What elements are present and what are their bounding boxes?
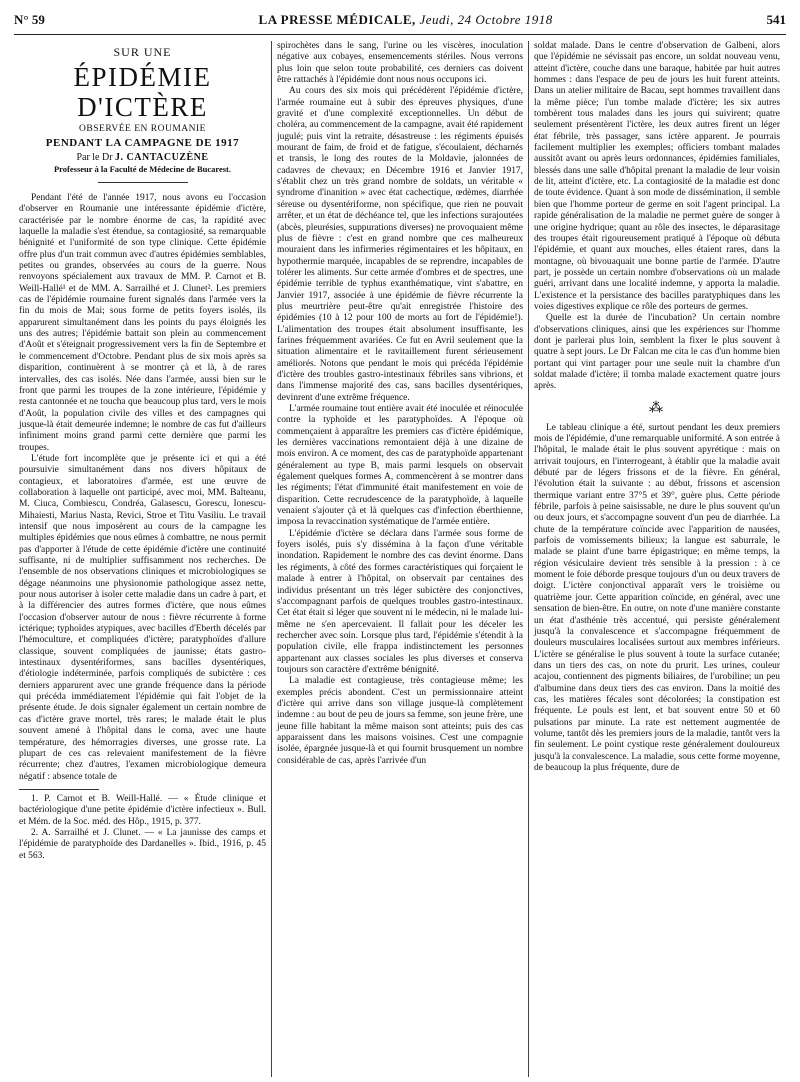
column-3 [528,41,785,1077]
author-prefix: Par le Dr [76,152,113,163]
footnote: 2. A. Sarrailhé et J. Clunet. — « La jaunisse des camps et l'épidémie de paratyphoïde des Dardanelles ». Ibid., 1916, p. 45 et 563. [19,827,266,861]
author-name: J. CANTACUZÈNE [115,152,209,163]
issue-number: N° 59 [14,12,45,27]
issue-date: Jeudi, 24 Octobre 1918 [419,12,553,27]
heading-rule [98,182,188,183]
article-author [19,152,266,163]
paragraph: Le tableau clinique a été, surtout pendant les deux premiers mois de l'épidémie, d'une remarquable uniformité. A son entrée à l'hôpital, le malade était le plus souvent apyrétique : mais on arrivait toujours, en l'interrogeant, à établir que la maladie avait débuté par de légers frissons et de la fièvre. En général, l'évolution était la suivante : au début, frissons et ascension thermique variant entre 37°5 et 39°, guère plus. Cette période fébrile, parfois à peine saisissable, ne dure le plus souvent qu'un ou deux jours, et s'accompagne souvent d'un peu de diarrhée. La chute de la température coïncide avec l'apparition de nausées, parfois de vomissements bilieux; la langue est saburrale, le malade se plaint d'une barre épigastrique; en même temps, la région vésiculaire devient très sensible à la pression : à ce moment le foie déborde presque toujours d'un ou deux travers de doigt. L'ictère conjonctival apparaît vers le troisième ou quatrième jour. Cette apparition coïncide, en général, avec une sensation de bien-être. En outre, on note d'une manière constante un état d'asthénie très accentué, qui persiste généralement jusqu'à la convalescence et s'accompagne fréquemment de douleurs musculaires localisées surtout aux membres inférieurs. L'ictère se généralise le plus souvent à toute la surface cutanée; dans un tiers des cas, on note du prurit. Les urines, couleur acajou, contiennent des pigments biliaires, de l'urobiline; un peu d'albumine dans deux tiers des cas environ. Dans la moitié des cas, les matières fécales sont décolorées; la constipation est fréquente. Le pouls est lent, et bat souvent entre 50 et 60 pulsations par minute. La rate est nettement augmentée de volume, tantôt dès les premiers jours de la maladie, tantôt vers la fin seulement. Le point cystique reste généralement douloureux jusqu'à la convalescence. La maladie, sous cette forme moyenne, de beaucoup la plus fréquente, dure de [534,422,780,773]
paragraph: spirochètes dans le sang, l'urine ou les viscères, inoculation négative aux cobayes, ensemencements stériles. Nous verrons plus loin que selon toute probabilité, ces derniers cas doivent être rattachés à l'épidémie dont nous nous occupons ici. [277,41,523,86]
paragraph: L'épidémie d'ictère se déclara dans l'armée sous forme de foyers isolés, puis s'y dissémina à la façon d'une véritable inondation. Rapidement le nombre des cas devint énorme. Dans les régiments, à côté des formes caractéristiques qui forçaient le malade à entrer à l'hôpital, on observait par centaines des individus présentant un très léger subictère des conjonctives, s'accompagnant parfois de quelques troubles gastro-intestinaux. Cet état était si léger que souvent ni le médecin, ni le malade lui-même ne s'en apercevaient. Il fallait pour les déceler les rechercher avec soin. Lorsque plus tard, l'épidémie s'étendit à la population civile, elle frappa indistinctement les personnes appartenant aux classes sociales les plus diverses et conserva toujours son caractère d'extrême bénignité. [277,528,523,675]
columns [14,41,786,1077]
article-heading [19,45,266,174]
header-rule [14,34,786,35]
article-kicker: SUR UNE [113,45,172,59]
paragraph: La maladie est contagieuse, très contagieuse même; les exemples précis abondent. C'est un permissionnaire atteint d'ictère qui arrive dans son village jusque-là complètement indemne : au bout de peu de jours sa femme, son jeune frère, une jeune fille habitant la même maison sont atteints; puis des cas apparaissent dans les maisons voisines. C'est une compagnie isolée, épargnée jusque-là et qui fournit brusquement un nombre considérable de cas, après l'arrivée d'un [277,676,523,766]
paragraph: Au cours des six mois qui précédèrent l'épidémie d'ictère, l'armée roumaine eut à subir des épreuves physiques, d'une gravité et d'une complexité exceptionnelles. Un début de choléra, au commencement de la campagne, avait été rapidement jugulé; puis vint la retraite, désastreuse : les régiments épuisés mourant de faim, de froid et de fatigue, s'écoulaient, décharnés et transis, le long des routes de la Moldavie, jalonnées de cadavres de chevaux; en Décembre 1916 et Janvier 1917, s'établit chez un très grand nombre de soldats, un véritable « syndrome d'inanition » avec état cachectique, œdèmes, diarrhée séreuse ou dysentériforme, non spécifique, que rien ne pouvait arrêter, et un état de déchéance tel, que les infections surajoutées (abcès, pleurésies, suppurations diverses) ne provoquaient même plus de fièvre : c'est en grand nombre que ces malheureux mouraient dans les infirmeries régimentaires et les hôpitaux, en hypothermie marquée, incapables de se reprendre, incapables de tolérer les aliments. Sur cette armée d'ombres et de spectres, une épidémie terrible de typhus exanthématique, vint s'abattre, en Janvier 1917, associée à une épidémie de fièvre récurrente la plus meurtrière peut-être qu'ait enregistrée l'histoire des épidémies (10 à 12 pour 100 de morts au fort de l'épidémie!). L'alimentation des troupes était absolument insuffisante, les farines fréquemment avariées. Ce fut en Avril seulement que la situation alimentaire et le ravitaillement furent sérieusement améliorés. Notons que pendant le mois qui précéda l'épidémie d'ictère des troubles gastro-intestinaux fébriles sans vibrions, et dans l'immense majorité des cas, sans bacilles dysentériques, devinrent d'une extrême fréquence. [277,86,523,403]
journal-name: LA PRESSE MÉDICALE, [258,12,416,27]
running-header [14,12,786,34]
article-title: ÉPIDÉMIE D'ICTÈRE [73,62,212,122]
article-subtitle-2: PENDANT LA CAMPAGNE DE 1917 [45,137,240,149]
paragraph: Pendant l'été de l'année 1917, nous avons eu l'occasion d'observer en Roumanie une intéressante épidémie d'ictère, caractérisée par le nombre énorme de cas, la rapidité avec laquelle la maladie s'est étendue, sa contagiosité, sa remarquable bénignité et l'uniformité de son type clinique. Cette épidémie offre plus d'un trait commun avec d'autres épidémies semblables, petites ou grandes, observées au cours de la guerre. Nous renvoyons spécialement aux travaux de MM. P. Carnot et B. Weill-Hallé¹ et de MM. A. Sarrailhé et J. Clunet². Les premiers cas de l'épidémie roumaine furent signalés dans l'armée vers la fin du mois de Mai; sous forme de petits foyers isolés, ils apparurent simultanément dans les points du pays éloignés les uns des autres; l'épidémie battait son plein au commencement d'Août et s'éteignait progressivement vers la fin de Septembre et le commencement d'Octobre. Pendant plus de six mois après sa disparition, continuèrent à se montrer çà et là, à de rares intervalles, des cas isolés. Née dans l'armée, aussi bien sur le front que parmi les troupes de la zone intérieure, l'épidémie y resta cantonnée et ne toucha que beaucoup plus tard, vers le mois d'Août, la population civile des villes et des campagnes qui jusque-là était demeurée indemne; le nombre de cas fut d'ailleurs infiniment moins grand parmi cette dernière que parmi les troupes. [19,193,266,453]
paragraph: soldat malade. Dans le centre d'observation de Galbeni, alors que l'épidémie ne sévissait pas encore, un soldat nouveau venu, atteint d'ictère, couche dans une baraque, habitée par huit autres hommes : dans l'espace de peu de jours les huit furent atteints. Dans un atelier militaire de Bacau, sept hommes travaillent dans la même pièce; l'un tombe malade d'ictère; les six autres tombèrent tous malades dans les jours qui suivirent; quatre seulement présentèrent l'ictère, les deux autres firent un léger état fébrile, très passager, sans ictère apparent. Je pourrais facilement multiplier les exemples; officiers tombant malades aussitôt avant ou après leurs ordonnances, épidémies familiales, blessés dans une salle d'hôpital prenant la maladie de leur voisin de lit, atteint d'ictère, etc. La contagiosité de la maladie est donc de toute évidence. Quant à son mode de dissémination, il semble bien que l'homme porteur de germe en soit l'agent principal. La rapide généralisation de la maladie ne permet guère de songer à une origine hydrique; quant au rôle des insectes, le déparasitage des troupes était rigoureusement pratiqué à l'époque où débuta l'épidémie, et quant aux mouches, elles étaient rares, dans la montagne, où bivouaquait une bonne partie de l'armée. D'autre part, je possède un certain nombre d'observations où un malade guéri, arrivant dans une localité indemne, y apporta la maladie. L'existence et la persistance des bacilles paratyphiques dans les voies digestives explique ce rôle des porteurs de germes. [534,41,780,312]
column-1 [14,41,271,1077]
footnote-rule [19,789,99,790]
article-subtitle: OBSERVÉE EN ROUMANIE [79,124,206,134]
journal-title [259,12,553,28]
author-affiliation: Professeur à la Faculté de Médecine de Bucarest. [53,164,232,174]
section-separator: ⁂ [649,400,665,416]
paragraph: L'armée roumaine tout entière avait été inoculée et réinoculée contre la typhoïde et les paratyphoïdes. A l'époque où commençaient à apparaître les premiers cas d'ictère épidémique, les dernières vaccinations remontaient déjà à une dizaine de mois environ. A ce moment, des cas de paratyphoïde appartenant généralement au type B, mais parmi lesquels on observait également quelques formes A, commencèrent à se montrer dans les régiments; l'état d'immunité était manifestement en voie de disparition. Cette recrudescence de la paratyphoïde, à laquelle venaient s'ajouter çà et là quelques cas d'infection éberthienne, imposa la revaccination systématique de l'armée entière. [277,404,523,528]
paragraph: Quelle est la durée de l'incubation? Un certain nombre d'observations cliniques, ainsi que les expériences sur l'homme dont je parlerai plus loin, semblent la fixer le plus souvent à quatre à sept jours. Le Dr Falcan me cita le cas d'un homme bien portant qui vint partager pour une seule nuit la chambre d'un soldat malade d'ictère; il tomba malade exactement quatre jours après. [534,313,780,392]
page-number: 541 [766,12,786,27]
column-2 [271,41,528,1077]
paragraph: L'étude fort incomplète que je présente ici et qui a été poursuivie simultanément dans nos divers hôpitaux de contagieux, et laboratoires d'armée, est une œuvre de collaboration à laquelle ont participé, avec moi, MM. Balteanu, M. Ciuca, Combiescu, Condréa, Galasescu, Gorescu, Ionescu-Mihaiesti, Marius Nasta, Revici, Stroe et Titu Vasiliu. Le travail intensif que nous imposèrent au cours de la campagne les multiples épidémies que nous eûmes à combattre, ne nous permit pas d'apporter à l'étude de cette épidémie d'ictère une continuité suffisante, ni de multiplier suffisamment nos recherches. De l'ensemble de nos observations cliniques et microbiologiques se dégage néanmoins une physionomie pathologique assez nette, pour nous autoriser à isoler cette maladie dans un cadre à part, et à la différencier des autres formes d'ictère, que nous eûmes l'occasion d'observer autour de nous : fièvre récurrente à forme ictérique; typhoïdes atypiques, avec bacilles d'Eberth décelés par l'hémoculture, et compliquées d'ictère; paratyphoïdes d'allure classique, souvent compliquées de jaunisse; états gastro-intestinaux dysentériformes, sans bacilles dysentériques, d'étiologie indéterminée, parfois compliqués de subictère : ces derniers apparurent avec une grande fréquence dans la période qui précéda immédiatement l'épidémie qui fait l'objet de la présente étude. Je dois signaler également un certain nombre de cas d'ictère grave mortel, très rares; le malade était le plus souvent amené à l'hôpital dans le coma, avec une haute température, des hémorragies diverses, une grosse rate. La plupart de ces cas relevaient manifestement de la fièvre récurrente; chez d'autres, l'examen microbiologique demeura négatif : absence totale de [19,453,266,782]
footnote: 1. P. Carnot et B. Weill-Hallé. — « Étude clinique et bactériologique d'une petite épidémie d'ictère infectieux ». Bull. et Mém. de la Soc. méd. des Hôp., 1915, p. 377. [19,793,266,827]
